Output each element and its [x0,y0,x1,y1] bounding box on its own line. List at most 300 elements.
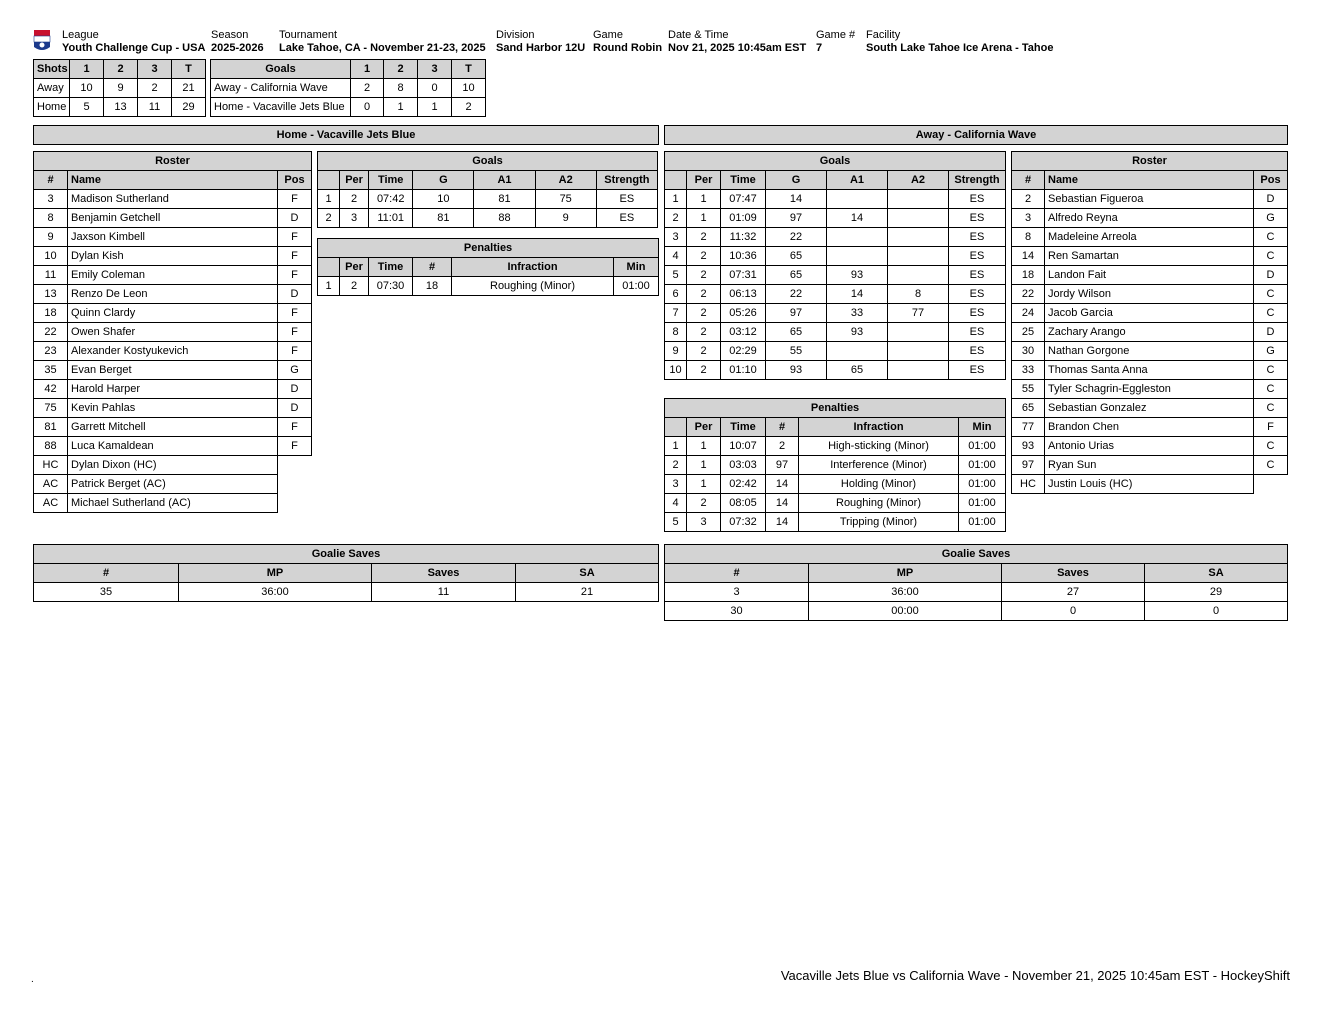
facility-value: South Lake Tahoe Ice Arena - Tahoe [866,42,1054,54]
goalie-saves-header-row [665,564,1288,583]
staff-role: AC [34,494,68,513]
table-cell: D [1254,323,1288,342]
table-cell: 07:42 [369,190,413,209]
column-header [665,171,687,190]
roster-row [1012,380,1288,399]
table-cell: 2 [138,79,172,98]
table-cell: 01:09 [721,209,766,228]
table-cell: ES [949,228,1006,247]
table-cell: 88 [474,209,535,228]
table-cell: 2 [1012,190,1045,209]
table-cell: Home - Vacaville Jets Blue [211,98,351,117]
column-header: # [413,258,452,277]
table-cell: 10 [34,247,68,266]
empty-cell [278,475,312,494]
column-header: Min [959,418,1006,437]
staff-role: HC [34,456,68,475]
roster-row [34,209,312,228]
table-cell: F [278,418,312,437]
column-header: Strength [949,171,1006,190]
roster-row [34,361,312,380]
table-cell: 13 [104,98,138,117]
shots-row [34,79,206,98]
penalties-title-row [318,239,659,258]
roster-row [1012,209,1288,228]
away-goals-table [664,151,1006,380]
table-cell: Dylan Kish [68,247,278,266]
staff-row [34,475,312,494]
table-cell: 23 [34,342,68,361]
goal-row [665,228,1006,247]
table-cell: G [278,361,312,380]
table-cell: D [1254,266,1288,285]
table-cell: 07:47 [721,190,766,209]
table-cell: ES [949,266,1006,285]
table-cell: Evan Berget [68,361,278,380]
roster-title-row-cell: Roster [1012,152,1288,171]
facility-label: Facility [866,29,901,41]
home-goalie-saves-table [33,544,659,602]
roster-row [34,285,312,304]
roster-row [1012,437,1288,456]
penalties-header-row [318,258,659,277]
column-header: Per [340,171,369,190]
table-cell: 2 [687,266,721,285]
roster-row [34,228,312,247]
table-cell: 2 [687,285,721,304]
table-cell: C [1254,228,1288,247]
table-cell: Emily Coleman [68,266,278,285]
penalty-row [318,277,659,296]
table-cell: 01:00 [959,456,1006,475]
table-cell: 10 [452,79,486,98]
goalie-row [34,583,659,602]
home-goals-table [317,151,658,228]
goal-row [318,190,658,209]
goals-title-row-cell: Goals [665,152,1006,171]
table-cell: Benjamin Getchell [68,209,278,228]
table-cell: 2 [665,456,687,475]
away-team-title: Away - California Wave [664,125,1288,145]
table-cell: 2 [687,323,721,342]
table-cell: Alfredo Reyna [1045,209,1254,228]
table-cell: ES [949,361,1006,380]
column-header: G [766,171,827,190]
table-cell: 1 [418,98,452,117]
table-cell: ES [949,209,1006,228]
table-cell: 01:10 [721,361,766,380]
column-header: 1 [70,60,104,79]
table-cell: Ren Samartan [1045,247,1254,266]
empty-cell [278,494,312,513]
table-cell: 75 [535,190,596,209]
table-cell: Quinn Clardy [68,304,278,323]
column-header: Infraction [452,258,614,277]
table-cell: ES [949,190,1006,209]
table-cell: 3 [34,190,68,209]
table-cell: 55 [1012,380,1045,399]
table-cell: Owen Shafer [68,323,278,342]
column-header: Time [721,418,766,437]
column-header: MP [809,564,1002,583]
table-cell: D [278,399,312,418]
table-cell [827,247,888,266]
table-cell: 05:26 [721,304,766,323]
table-cell: Roughing (Minor) [799,494,959,513]
goal-row [665,190,1006,209]
table-cell: 5 [665,513,687,532]
table-cell: 1 [318,277,340,296]
table-cell: 97 [766,456,799,475]
column-header: # [766,418,799,437]
table-cell: 0 [418,79,452,98]
table-cell: 03:03 [721,456,766,475]
table-cell: 5 [665,266,687,285]
table-cell: 02:29 [721,342,766,361]
table-cell: 0 [351,98,384,117]
table-cell: 2 [766,437,799,456]
table-cell: 97 [766,304,827,323]
division-label: Division [496,29,535,41]
goals-summary-row [211,79,486,98]
table-cell: 3 [665,475,687,494]
table-cell: 14 [1012,247,1045,266]
column-header: Time [721,171,766,190]
table-cell: D [278,380,312,399]
staff-role: HC [1012,475,1045,494]
table-cell: 01:00 [959,437,1006,456]
table-cell: 22 [1012,285,1045,304]
table-cell [827,190,888,209]
table-cell: 11 [34,266,68,285]
table-cell: 2 [351,79,384,98]
goalie-saves-title-row-cell: Goalie Saves [34,545,659,564]
table-cell: 10 [70,79,104,98]
away-roster-table [1011,151,1288,494]
table-cell [827,228,888,247]
datetime-value: Nov 21, 2025 10:45am EST [668,42,807,54]
column-header: T [172,60,206,79]
table-cell: Tyler Schagrin-Eggleston [1045,380,1254,399]
roster-row [1012,456,1288,475]
table-cell: 14 [827,285,888,304]
roster-row [34,266,312,285]
table-cell: 36:00 [179,583,372,602]
tournament-value: Lake Tahoe, CA - November 21-23, 2025 [279,42,486,54]
table-cell: 01:00 [959,513,1006,532]
datetime-label: Date & Time [668,29,729,41]
table-cell: 13 [34,285,68,304]
goal-row [665,209,1006,228]
table-cell: 02:42 [721,475,766,494]
table-cell: 9 [104,79,138,98]
table-cell: 11 [372,583,516,602]
table-cell: 30 [665,602,809,621]
table-cell: ES [949,247,1006,266]
table-cell: C [1254,380,1288,399]
table-cell: Interference (Minor) [799,456,959,475]
column-header: Pos [278,171,312,190]
column-header: Pos [1254,171,1288,190]
table-cell: 2 [687,361,721,380]
goal-row [665,247,1006,266]
table-cell: Sebastian Figueroa [1045,190,1254,209]
table-cell: Antonio Urias [1045,437,1254,456]
table-cell: G [1254,209,1288,228]
home-penalties-table [317,238,659,296]
table-cell: ES [949,304,1006,323]
table-cell: 65 [1012,399,1045,418]
table-cell: 14 [766,513,799,532]
table-cell [888,323,949,342]
shots-table [33,59,206,117]
table-cell: 22 [766,285,827,304]
season-value: 2025-2026 [211,42,264,54]
roster-row [34,399,312,418]
table-cell: 11:32 [721,228,766,247]
table-cell [888,342,949,361]
column-header [318,171,340,190]
table-cell: 18 [413,277,452,296]
table-cell [827,342,888,361]
staff-role: AC [34,475,68,494]
table-cell: Brandon Chen [1045,418,1254,437]
table-cell: C [1254,304,1288,323]
roster-row [1012,228,1288,247]
table-cell: High-sticking (Minor) [799,437,959,456]
table-cell: 10 [665,361,687,380]
column-header: # [34,171,68,190]
table-cell: ES [949,285,1006,304]
table-cell: Roughing (Minor) [452,277,614,296]
column-header: Saves [1002,564,1145,583]
table-cell: 6 [665,285,687,304]
table-cell: 2 [687,342,721,361]
table-cell: Thomas Santa Anna [1045,361,1254,380]
table-cell: 65 [827,361,888,380]
table-cell: Tripping (Minor) [799,513,959,532]
table-cell: 8 [665,323,687,342]
table-cell [888,190,949,209]
table-cell: 33 [827,304,888,323]
table-cell [888,361,949,380]
table-cell: F [278,323,312,342]
table-cell: 1 [687,475,721,494]
table-cell: 81 [474,190,535,209]
table-cell: 65 [766,323,827,342]
table-cell: 8 [34,209,68,228]
table-cell: 36:00 [809,583,1002,602]
table-cell: 01:00 [614,277,659,296]
penalties-title-row-cell: Penalties [665,399,1006,418]
table-cell: ES [949,323,1006,342]
table-cell: Away [34,79,70,98]
away-goalie-saves-table [664,544,1288,621]
penalty-row [665,494,1006,513]
column-header: A1 [827,171,888,190]
roster-header-row [34,171,312,190]
table-cell: Holding (Minor) [799,475,959,494]
table-cell: F [278,247,312,266]
column-header [318,258,340,277]
roster-title-row-cell: Roster [34,152,312,171]
table-cell: F [278,228,312,247]
table-cell: 97 [1012,456,1045,475]
table-cell: C [1254,399,1288,418]
goals-title-row [665,152,1006,171]
roster-row [34,190,312,209]
table-cell: 93 [1012,437,1045,456]
goal-row [665,285,1006,304]
column-header: Time [369,258,413,277]
column-header: 1 [351,60,384,79]
goalie-row [665,602,1288,621]
column-header: # [665,564,809,583]
table-cell: 14 [766,190,827,209]
goal-row [665,304,1006,323]
goals-summary-table [210,59,486,117]
table-cell: 3 [665,228,687,247]
table-cell: 22 [766,228,827,247]
table-cell: 10:36 [721,247,766,266]
table-cell: 9 [535,209,596,228]
goal-row [665,266,1006,285]
table-cell: 06:13 [721,285,766,304]
roster-row [34,323,312,342]
table-cell: 81 [34,418,68,437]
table-cell: D [1254,190,1288,209]
table-cell: 8 [1012,228,1045,247]
roster-row [34,247,312,266]
table-cell: F [278,342,312,361]
table-cell: Sebastian Gonzalez [1045,399,1254,418]
staff-row [34,456,312,475]
league-shield-icon [33,29,51,53]
table-cell: 4 [665,494,687,513]
table-cell: Madison Sutherland [68,190,278,209]
table-cell: 1 [687,190,721,209]
table-cell: 14 [766,475,799,494]
column-header: Per [687,418,721,437]
table-cell: 03:12 [721,323,766,342]
table-cell: F [278,437,312,456]
tournament-label: Tournament [279,29,338,41]
table-cell: 65 [766,247,827,266]
staff-name: Patrick Berget (AC) [68,475,278,494]
league-label: League [62,29,99,41]
table-cell: Kevin Pahlas [68,399,278,418]
column-header: 3 [418,60,452,79]
column-header: A1 [474,171,535,190]
roster-title-row [34,152,312,171]
table-cell: 35 [34,583,179,602]
table-cell: Jacob Garcia [1045,304,1254,323]
table-cell: 55 [766,342,827,361]
roster-header-row [1012,171,1288,190]
column-header: SA [516,564,659,583]
goals-summary-row [211,98,486,117]
table-cell: 4 [665,247,687,266]
penalties-header-row [665,418,1006,437]
table-cell: Nathan Gorgone [1045,342,1254,361]
goals-header-row [665,171,1006,190]
table-cell [888,209,949,228]
column-header: 3 [138,60,172,79]
table-cell: 1 [687,456,721,475]
table-cell: 2 [687,247,721,266]
column-header: Min [614,258,659,277]
penalties-title-row-cell: Penalties [318,239,659,258]
roster-row [1012,399,1288,418]
table-cell: F [278,266,312,285]
table-cell: Home [34,98,70,117]
table-cell: ES [596,190,657,209]
staff-row [1012,475,1288,494]
column-header: A2 [888,171,949,190]
roster-row [1012,190,1288,209]
season-label: Season [211,29,249,41]
table-cell: 25 [1012,323,1045,342]
roster-row [1012,342,1288,361]
column-header: # [1012,171,1045,190]
table-cell: ES [949,342,1006,361]
game-label: Game [593,29,623,41]
table-cell: C [1254,437,1288,456]
table-cell: 1 [665,437,687,456]
table-cell: 1 [665,190,687,209]
goals-header-row [318,171,658,190]
table-cell: 2 [665,209,687,228]
table-cell: 3 [1012,209,1045,228]
footer-dot: . [31,974,34,985]
roster-row [1012,361,1288,380]
table-cell: 07:31 [721,266,766,285]
table-cell: 18 [1012,266,1045,285]
column-header: Shots [34,60,70,79]
table-cell: 93 [827,266,888,285]
table-cell: 00:00 [809,602,1002,621]
column-header: Infraction [799,418,959,437]
table-cell: C [1254,285,1288,304]
shots-row [34,98,206,117]
table-cell: 2 [687,304,721,323]
staff-name: Justin Louis (HC) [1045,475,1254,494]
roster-row [34,304,312,323]
table-cell: C [1254,361,1288,380]
goal-row [665,342,1006,361]
roster-row [1012,247,1288,266]
table-cell: 29 [172,98,206,117]
column-header: # [34,564,179,583]
table-cell: 11:01 [369,209,413,228]
table-cell: Garrett Mitchell [68,418,278,437]
table-cell: Alexander Kostyukevich [68,342,278,361]
column-header: A2 [535,171,596,190]
table-cell [888,247,949,266]
table-cell: ES [596,209,657,228]
staff-name: Michael Sutherland (AC) [68,494,278,513]
shots-header-row [34,60,206,79]
staff-name: Dylan Dixon (HC) [68,456,278,475]
table-cell: 24 [1012,304,1045,323]
home-roster-table [33,151,312,513]
goal-row [665,361,1006,380]
goals-title-row [318,152,658,171]
column-header: Name [68,171,278,190]
table-cell: Renzo De Leon [68,285,278,304]
penalty-row [665,513,1006,532]
table-cell: 07:32 [721,513,766,532]
